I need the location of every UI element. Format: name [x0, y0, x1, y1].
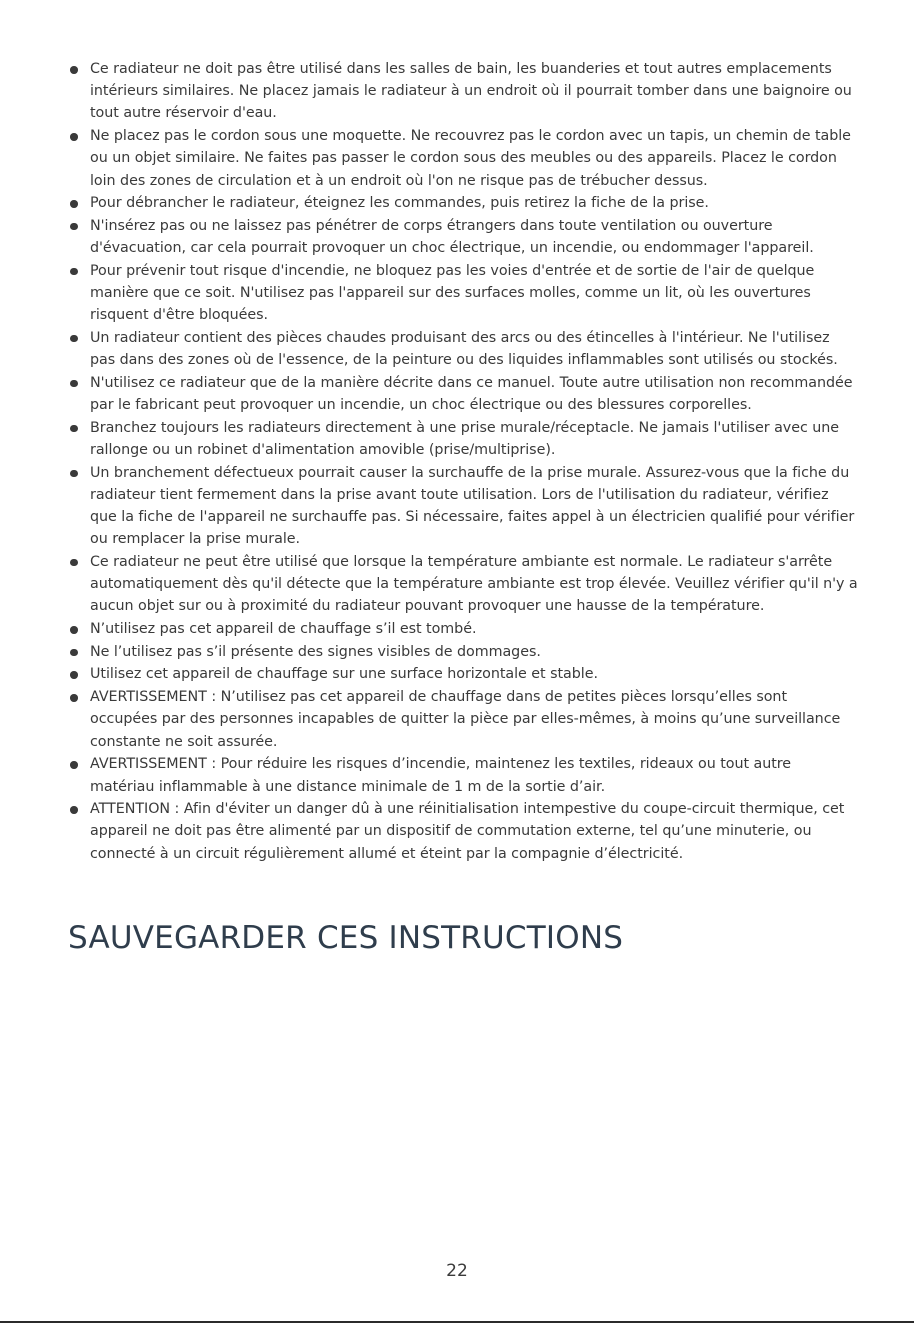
- list-item-text: Utilisez cet appareil de chauffage sur une surface horizontale et stable.: [90, 666, 598, 683]
- bullet-icon: [70, 649, 78, 657]
- list-item: [68, 192, 858, 214]
- list-item-text: Pour débrancher le radiateur, éteignez les commandes, puis retirez la fiche de la prise.: [90, 195, 709, 212]
- list-item: [68, 618, 858, 640]
- bullet-icon: [70, 806, 78, 814]
- page-number: 22: [446, 1261, 468, 1281]
- bullet-icon: [70, 425, 78, 433]
- list-item-text: Ce radiateur ne doit pas être utilisé dans les salles de bain, les buanderies et tout autres emplacements intérieurs similaires. Ne placez jamais le radiateur à un endroit où il pourrait tomber dans une baignoire ou tout autre réservoir d'eau.: [90, 61, 852, 122]
- list-item: [68, 215, 858, 259]
- list-item-text: Pour prévenir tout risque d'incendie, ne bloquez pas les voies d'entrée et de sortie de l'air de quelque manière que ce soit. N'utilisez pas l'appareil sur des surfaces molles, comme un lit, où les ouvertures risquent d'être bloquées.: [90, 262, 815, 324]
- list-item-text: AVERTISSEMENT : Pour réduire les risques d’incendie, maintenez les textiles, rideaux ou tout autre matériau inflammable à une distance minimale de 1 m de la sortie d’air.: [90, 756, 792, 795]
- bottom-divider: [0, 1321, 914, 1323]
- list-item: [68, 663, 858, 685]
- list-item-text: Ne placez pas le cordon sous une moquette. Ne recouvrez pas le cordon avec un tapis, un chemin de table ou un objet similaire. Ne faites pas passer le cordon sous des meubles ou des appareils. Placez le cordon loin des zones de circulation et à un endroit où l'on ne risque pas de trébucher dessus.: [90, 128, 851, 189]
- safety-instructions-list: [68, 58, 858, 865]
- list-item-text: N’utilisez pas cet appareil de chauffage s’il est tombé.: [90, 621, 477, 638]
- list-item-text: Ne l’utilisez pas s’il présente des signes visibles de dommages.: [90, 643, 541, 660]
- bullet-icon: [70, 335, 78, 343]
- bullet-icon: [70, 200, 78, 208]
- bullet-icon: [70, 223, 78, 231]
- bullet-icon: [70, 470, 78, 478]
- list-item-text: Un radiateur contient des pièces chaudes produisant des arcs ou des étincelles à l'intérieur. Ne l'utilisez pas dans des zones où de l'essence, de la peinture ou des liquides inflammables sont utilisés ou stockés.: [90, 329, 838, 369]
- bullet-icon: [70, 761, 78, 769]
- bullet-icon: [70, 268, 78, 276]
- list-item: [68, 372, 858, 416]
- list-item: [68, 260, 858, 327]
- bullet-icon: [70, 66, 78, 74]
- bullet-icon: [70, 133, 78, 141]
- list-item-text: ATTENTION : Afin d'éviter un danger dû à une réinitialisation intempestive du coupe-circuit thermique, cet appareil ne doit pas être alimenté par un dispositif de commutation externe, tel qu’une minuterie, ou connecté à un circuit régulièrement allumé et éteint par la compagnie d’électricité.: [90, 801, 845, 862]
- list-item: [68, 125, 858, 192]
- bullet-icon: [70, 559, 78, 567]
- list-item-text: AVERTISSEMENT : N’utilisez pas cet appareil de chauffage dans de petites pièces lorsqu’elles sont occupées par des personnes incapables de quitter la pièce par elles-mêmes, à moins qu’une surveillance constante ne soit assurée.: [90, 689, 841, 750]
- list-item-text: Branchez toujours les radiateurs directement à une prise murale/réceptacle. Ne jamais l'utiliser avec une rallonge ou un robinet d'alimentation amovible (prise/multiprise).: [90, 419, 840, 458]
- bullet-icon: [70, 671, 78, 679]
- list-item: [68, 686, 858, 753]
- list-item-text: Ce radiateur ne peut être utilisé que lorsque la température ambiante est normale. Le radiateur s'arrête automatiquement dès qu'il détecte que la température ambiante est trop élevée. Veuillez vérifier qu'il n'y a aucun objet sur ou à proximité du radiateur pouvant provoquer une hausse de la température.: [90, 553, 858, 615]
- list-item: [68, 753, 858, 797]
- list-item-text: Un branchement défectueux pourrait causer la surchauffe de la prise murale. Assurez-vous que la fiche du radiateur tient fermement dans la prise avant toute utilisation. Lors de l'utilisation du radiateur, vérifiez que la fiche de l'appareil ne surchauffe pas. Si nécessaire, faites appel à un électricien qualifié pour vérifier ou remplacer la prise murale.: [90, 464, 855, 548]
- list-item: [68, 58, 858, 125]
- bullet-icon: [70, 694, 78, 702]
- bullet-icon: [70, 380, 78, 388]
- list-item: [68, 327, 858, 371]
- list-item: [68, 462, 858, 551]
- bullet-icon: [70, 626, 78, 634]
- list-item-text: N'insérez pas ou ne laissez pas pénétrer de corps étrangers dans toute ventilation ou ouverture d'évacuation, car cela pourrait provoquer un choc électrique, un incendie, ou endommager l'appareil.: [90, 217, 814, 257]
- list-item: [68, 551, 858, 618]
- list-item: [68, 798, 858, 865]
- page-heading: SAUVEGARDER CES INSTRUCTIONS: [68, 920, 624, 956]
- list-item: [68, 641, 858, 663]
- list-item: [68, 417, 858, 461]
- list-item-text: N'utilisez ce radiateur que de la manière décrite dans ce manuel. Toute autre utilisation non recommandée par le fabricant peut provoquer un incendie, un choc électrique ou des blessures corporelles.: [90, 374, 853, 414]
